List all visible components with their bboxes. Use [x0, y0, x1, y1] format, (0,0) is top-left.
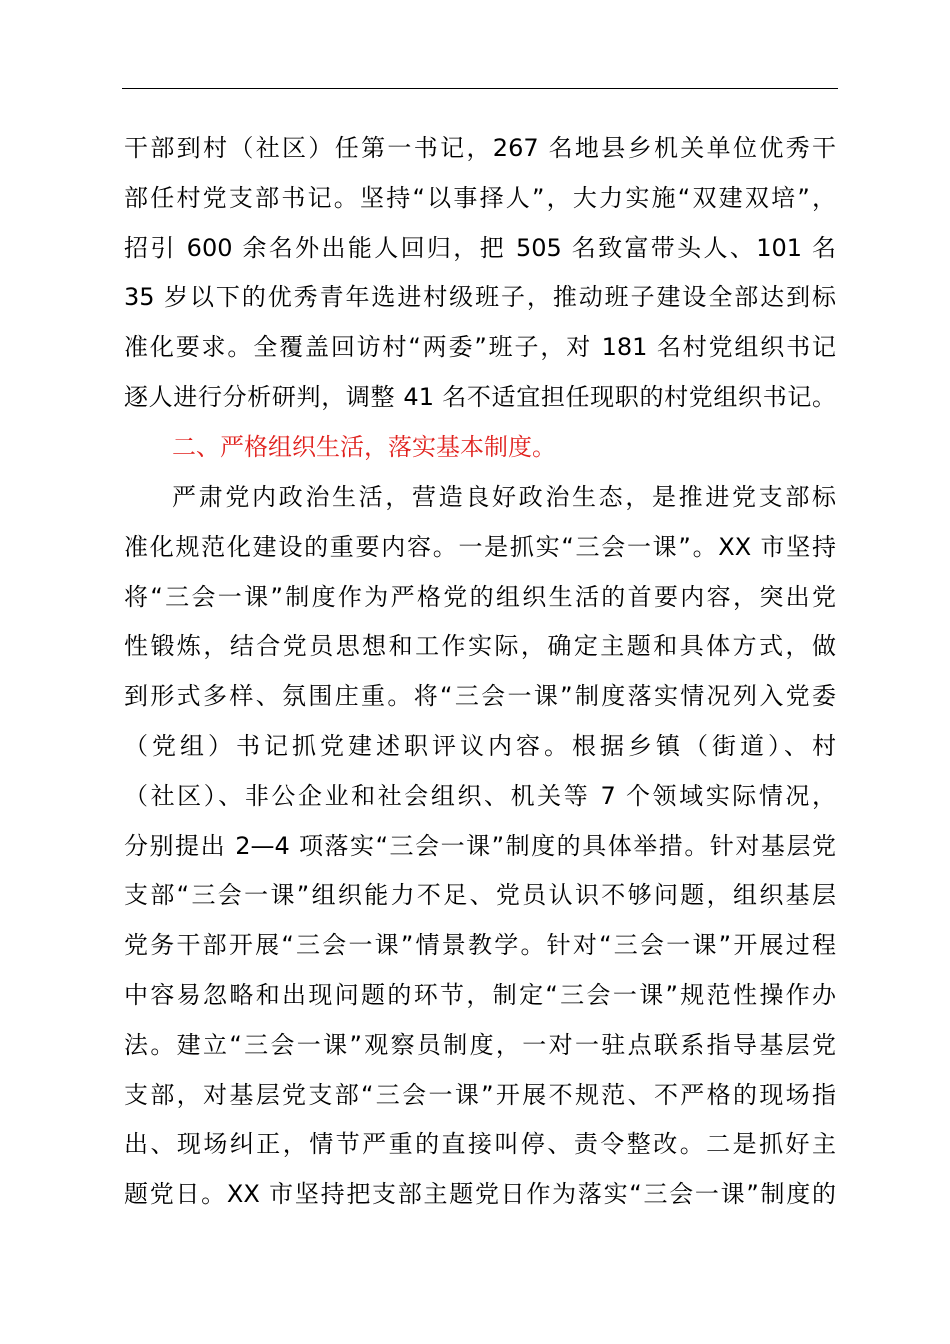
body-line: 准化规范化建设的重要内容。一是抓实“三会一课”。XX 市坚持 [124, 533, 836, 561]
header-rule [122, 88, 838, 89]
body-line: 准化要求。全覆盖回访村“两委”班子，对 181 名村党组织书记 [124, 333, 836, 361]
body-line: （社区）、非公企业和社会组织、机关等 7 个领域实际情况， [124, 782, 836, 810]
body-line: 部任村党支部书记。坚持“以事择人”，大力实施“双建双培”， [124, 184, 836, 212]
body-line: 法。建立“三会一课”观察员制度，一对一驻点联系指导基层党 [124, 1031, 836, 1059]
body-line: 出、现场纠正，情节严重的直接叫停、责令整改。二是抓好主 [124, 1130, 836, 1158]
body-line: 党务干部开展“三会一课”情景教学。针对“三会一课”开展过程 [124, 931, 836, 959]
body-line: 将“三会一课”制度作为严格党的组织生活的首要内容，突出党 [124, 583, 836, 611]
body-line: 逐人进行分析研判，调整 41 名不适宜担任现职的村党组织书记。 [124, 383, 836, 411]
body-line: 支部“三会一课”组织能力不足、党员认识不够问题，组织基层 [124, 881, 836, 909]
body-line: 35 岁以下的优秀青年选进村级班子，推动班子建设全部达到标 [124, 283, 836, 311]
body-line: 严肃党内政治生活，营造良好政治生态，是推进党支部标 [172, 483, 836, 511]
section-heading: 二、严格组织生活，落实基本制度。 [172, 433, 556, 461]
body-line: 支部，对基层党支部“三会一课”开展不规范、不严格的现场指 [124, 1081, 836, 1109]
body-line: 中容易忽略和出现问题的环节，制定“三会一课”规范性操作办 [124, 981, 836, 1009]
body-line: 到形式多样、氛围庄重。将“三会一课”制度落实情况列入党委 [124, 682, 836, 710]
body-line: （党组）书记抓党建述职评议内容。根据乡镇（街道）、村 [124, 732, 836, 760]
body-line: 招引 600 余名外出能人回归，把 505 名致富带头人、101 名 [124, 234, 836, 262]
body-line: 题党日。XX 市坚持把支部主题党日作为落实“三会一课”制度的 [124, 1180, 836, 1208]
body-line: 干部到村（社区）任第一书记，267 名地县乡机关单位优秀干 [124, 134, 836, 162]
body-line: 性锻炼，结合党员思想和工作实际，确定主题和具体方式，做 [124, 632, 836, 660]
body-line: 分别提出 2—4 项落实“三会一课”制度的具体举措。针对基层党 [124, 832, 836, 860]
